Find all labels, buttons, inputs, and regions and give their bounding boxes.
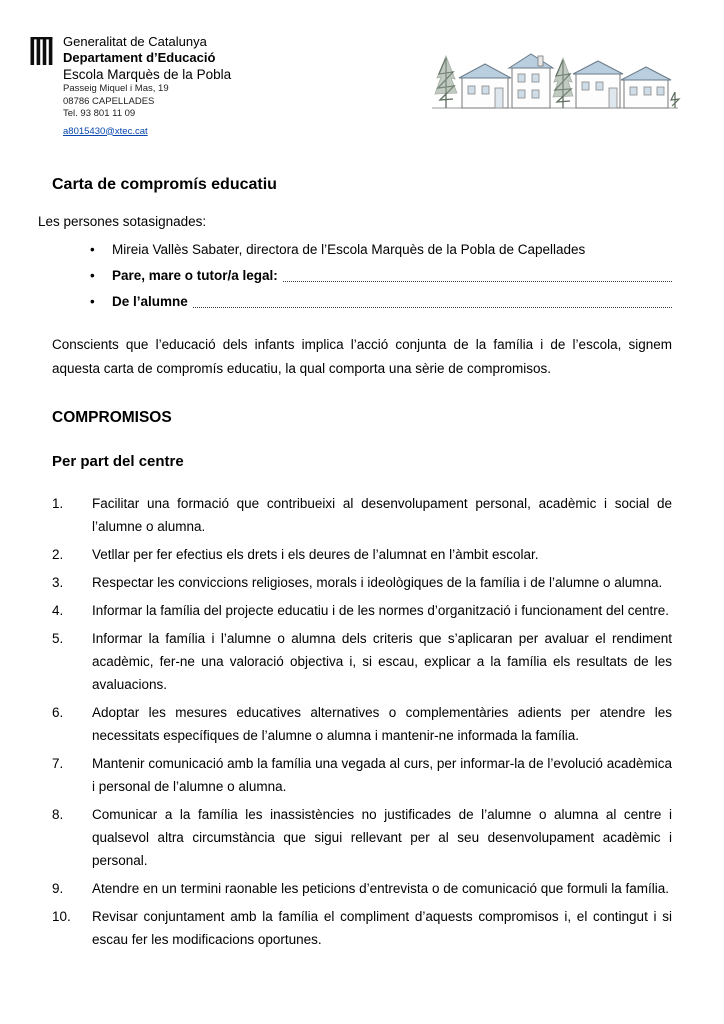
list-item (52, 877, 672, 900)
item-text: Vetllar per fer efectius els drets i els deures de l’alumnat en l’àmbit escolar. (92, 547, 539, 562)
item-number: 4. (52, 603, 64, 618)
school-name: Escola Marquès de la Pobla (63, 67, 232, 82)
centre-commitments-list (52, 492, 672, 951)
list-item (52, 752, 672, 798)
list-item (52, 599, 672, 622)
list-item (90, 291, 672, 313)
item-text: Respectar les conviccions religioses, morals i ideològiques de la família i de l’alumne o alumna. (92, 575, 663, 590)
generalitat-logo-icon (30, 36, 55, 72)
subsection-heading-centre: Per part del centre (52, 453, 184, 470)
org-name: Generalitat de Catalunya (63, 34, 207, 49)
item-text: Adoptar les mesures educatives alternatives o complementàries adients per atendre les necessitats específiques de l’alumne o alumna i mantenir-ne informada la família. (92, 705, 672, 743)
list-item (90, 265, 672, 287)
item-number: 2. (52, 547, 64, 562)
school-building-illustration (426, 34, 684, 121)
letterhead-text (63, 34, 231, 139)
list-item (52, 701, 672, 747)
signatory-director: Mireia Vallès Sabater, directora de l’Escola Marquès de la Pobla de Capellades (112, 242, 586, 257)
item-number: 6. (52, 705, 64, 720)
signatories-intro: Les persones sotasignades: (38, 214, 207, 229)
bullet-icon: • (90, 242, 95, 257)
item-number: 5. (52, 631, 64, 646)
list-item (52, 571, 672, 594)
signatory-parent-label: Pare, mare o tutor/a legal: (112, 268, 278, 283)
school-phone: Tel. 93 801 11 09 (63, 108, 136, 119)
section-heading-compromisos: COMPROMISOS (52, 409, 172, 426)
item-number: 3. (52, 575, 64, 590)
letterhead (30, 34, 672, 152)
item-number: 10. (52, 909, 71, 924)
list-item (52, 543, 672, 566)
item-text: Comunicar a la família les inassistències no justificades de l’alumne o alumna al centre i qualsevol altra circumstància que sigui rellevant per al seu desenvolupament acadèmic i personal. (92, 807, 672, 868)
item-text: Facilitar una formació que contribueixi al desenvolupament personal, acadèmic i social de l’alumne o alumna. (92, 496, 672, 534)
bullet-icon: • (90, 268, 95, 283)
list-item (52, 492, 672, 538)
intro-paragraph: Conscients que l’educació dels infants implica l’acció conjunta de la família i de l’escola, signem aquesta carta de compromís educatiu, la qual comporta una sèrie de compromisos. (52, 337, 672, 376)
item-text: Informar la família del projecte educatiu i de les normes d’organització i funcionament del centre. (92, 603, 670, 618)
item-text: Informar la família i l’alumne o alumna dels criteris que s’aplicaran per avaluar el rendiment acadèmic, fer-ne una valoració objectiva i, si escau, explicar a la família els resultats de les avaluacions. (92, 631, 672, 692)
signatories-list (30, 239, 672, 313)
bullet-icon: • (90, 294, 95, 309)
department-name: Departament d’Educació (63, 50, 216, 65)
school-email-link[interactable]: a8015430@xtec.cat (63, 125, 148, 137)
school-address: Passeig Miquel i Mas, 19 (63, 83, 169, 94)
student-name-fill-line[interactable] (193, 293, 672, 308)
document-title: Carta de compromís educatiu (52, 176, 277, 193)
list-item (90, 239, 672, 261)
signatory-student-label: De l’alumne (112, 294, 188, 309)
list-item (52, 627, 672, 696)
item-text: Atendre en un termini raonable les peticions d’entrevista o de comunicació que formuli la família. (92, 881, 670, 896)
parent-name-fill-line[interactable] (283, 267, 672, 282)
list-item (52, 803, 672, 872)
item-number: 1. (52, 496, 64, 511)
item-text: Revisar conjuntament amb la família el compliment d’aquests compromisos i, el contingut i si escau fer les modificacions oportunes. (92, 909, 672, 947)
item-number: 7. (52, 756, 64, 771)
school-city: 08786 CAPELLADES (63, 95, 155, 107)
school-email-row (63, 121, 231, 139)
item-number: 9. (52, 881, 64, 896)
list-item (52, 905, 672, 951)
item-text: Mantenir comunicació amb la família una vegada al curs, per informar-la de l’evolució acadèmica i personal de l’alumne o alumna. (92, 756, 672, 794)
item-number: 8. (52, 807, 64, 822)
